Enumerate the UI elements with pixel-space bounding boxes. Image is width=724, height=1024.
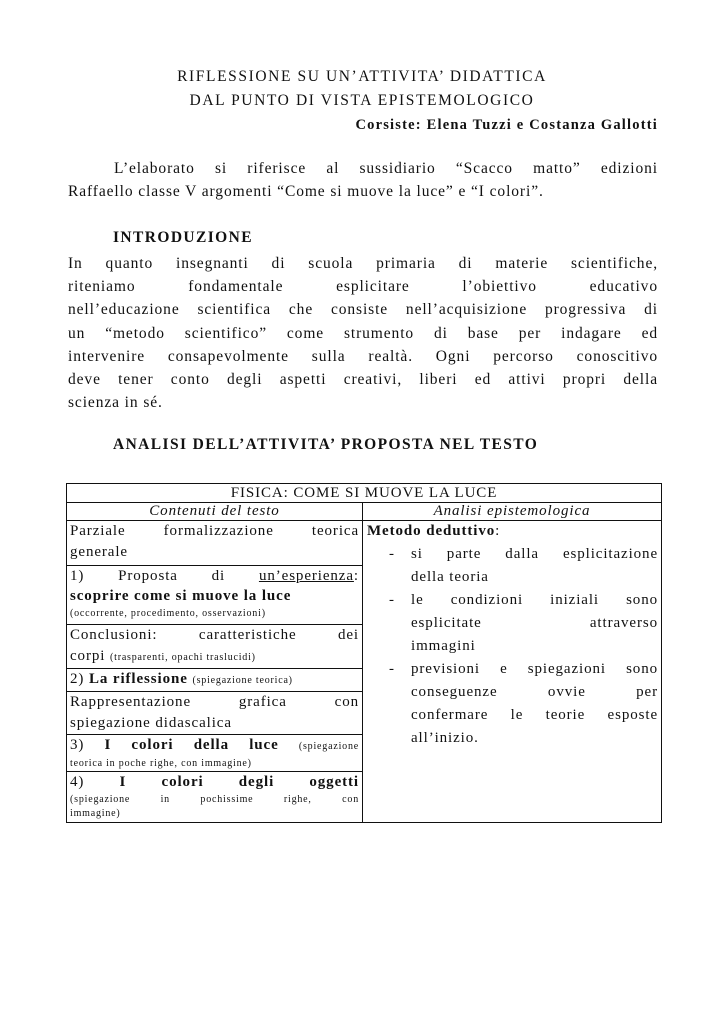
introduzione-line: scienza in sé. xyxy=(68,394,163,412)
list-item: - le condizioni iniziali sono esplicitate attraverso immagini xyxy=(389,592,659,654)
introduzione-line: In quanto insegnanti di scuola primaria di materie scientifiche, xyxy=(68,255,658,272)
row-text: spiegazione didascalica xyxy=(70,715,232,731)
intro-line-2: Raffaello classe V argomenti “Come si muove la luce” e “I colori”. xyxy=(68,183,544,201)
authors: Corsiste: Elena Tuzzi e Costanza Gallotti xyxy=(355,117,658,133)
title-line-2: DAL PUNTO DI VISTA EPISTEMOLOGICO xyxy=(189,92,535,109)
column-header-analisi: Analisi epistemologica xyxy=(363,503,662,521)
list-item: - previsioni e spiegazioni sono conseguenze ovvie per confermare le teorie esposte all’inizio. xyxy=(389,661,659,746)
title-line-1: RIFLESSIONE SU UN’ATTIVITA’ DIDATTICA xyxy=(177,68,547,85)
column-header-contenuti: Contenuti del testo xyxy=(67,503,363,521)
intro-line-1: L’elaborato si riferisce al sussidiario “Scacco matto” edizioni xyxy=(114,160,658,177)
analysis-cell xyxy=(363,521,662,823)
row-text: Conclusioni: caratteristiche dei xyxy=(70,627,359,643)
row-text: Rappresentazione grafica con xyxy=(70,694,359,710)
method-label: Metodo deduttivo xyxy=(367,523,496,539)
table-row xyxy=(67,521,363,566)
method-line: Metodo deduttivo: xyxy=(367,523,501,539)
table-row: 4) I colori degli oggetti (spiegazione in pochissime righe, con immagine) xyxy=(67,772,363,823)
analisi-heading: ANALISI DELL’ATTIVITA’ PROPOSTA NEL TESTO xyxy=(113,436,539,453)
analysis-list xyxy=(367,543,658,750)
introduzione-line: deve tener conto degli aspetti creativi, liberi ed attivi propri della xyxy=(68,370,658,388)
table-row: 2) La riflessione (spiegazione teorica) xyxy=(67,669,363,692)
introduzione-line: un “metodo scientifico” come strumento di base per indagare ed xyxy=(68,324,658,342)
analysis-table xyxy=(66,483,662,823)
introduzione-line: nell’educazione scientifica che consiste nell’acquisizione progressiva di xyxy=(68,301,658,319)
table-title: FISICA: COME SI MUOVE LA LUCE xyxy=(67,484,662,503)
row-text: Parziale formalizzazione teorica xyxy=(70,523,359,539)
introduzione-line: riteniamo fondamentale esplicitare l’obiettivo educativo xyxy=(68,278,658,296)
introduzione-line: intervenire consapevolmente sulla realtà. Ogni percorso conoscitivo xyxy=(68,347,658,365)
row-text: generale xyxy=(70,544,128,560)
row-text: scoprire come si muove la luce xyxy=(70,588,292,604)
introduzione-heading: INTRODUZIONE xyxy=(113,229,253,246)
introduzione-paragraph xyxy=(68,252,658,414)
table-row: 3) I colori della luce (spiegazione teorica in poche righe, con immagine) xyxy=(67,735,363,772)
table-row: 1) Proposta di un’esperienza: scoprire come si muove la luce (occorrente, procedimento, osservazioni) xyxy=(67,566,363,625)
table-row: Conclusioni: caratteristiche dei corpi (trasparenti, opachi traslucidi) xyxy=(67,625,363,669)
intro-paragraph xyxy=(68,157,658,203)
table-row xyxy=(67,692,363,735)
row-note: (occorrente, procedimento, osservazioni) xyxy=(70,608,266,619)
list-item: - si parte dalla esplicitazione della teoria xyxy=(389,546,659,585)
